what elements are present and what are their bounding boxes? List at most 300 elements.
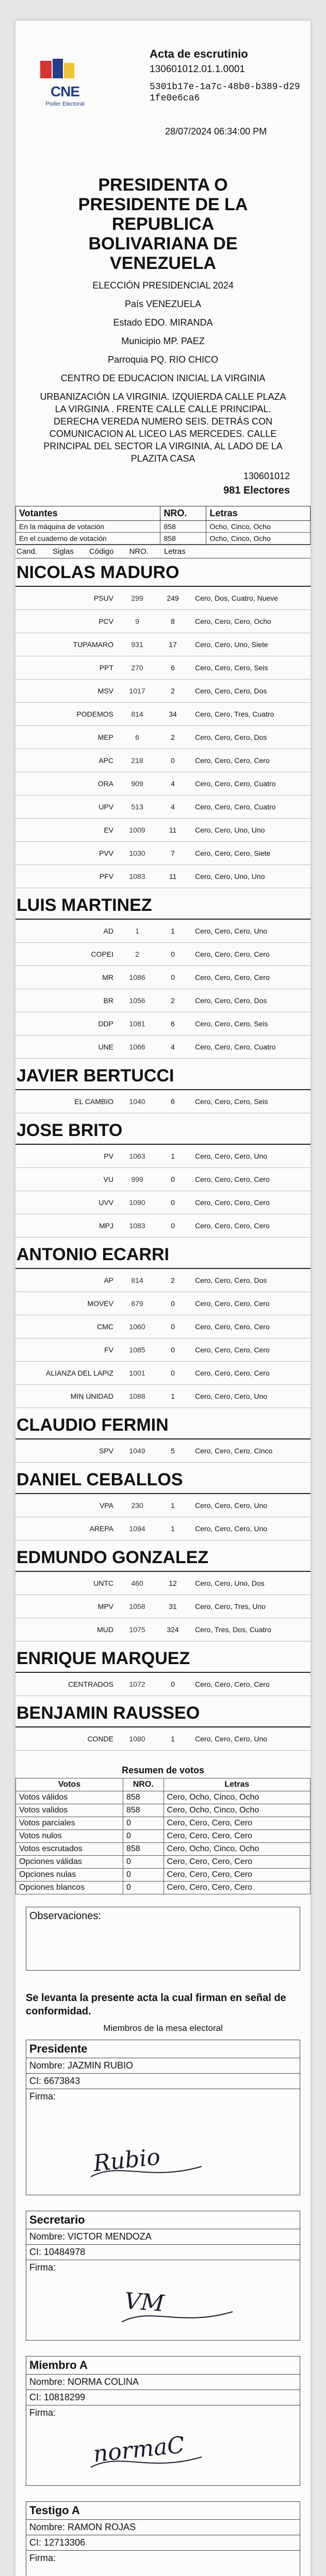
estado: Estado EDO. MIRANDA [113,317,213,328]
table-row [16,1804,311,1817]
party-votes-letras: Cero, Cero, Cero, Siete [195,849,271,857]
party-codigo: 1075 [129,1625,145,1634]
candidate-name: CLAUDIO FERMIN [15,1411,311,1439]
acta-meta [15,279,311,465]
party-votes: 0 [171,1369,175,1377]
party-codigo: 218 [131,756,143,765]
resumen-cell: Votos parciales [16,1817,123,1830]
party-siglas: MUD [97,1625,113,1634]
party-votes: 0 [171,756,175,765]
resumen-cell: Votos validos [16,1804,123,1817]
party-votes-letras: Cero, Cero, Cero, Dos [195,733,267,741]
party-codigo: 1086 [129,973,145,981]
party-row [15,1618,311,1641]
party-siglas: EL CAMBIO [74,1097,113,1106]
title-line: PRESIDENTA O [98,175,228,195]
party-siglas: CONDE [87,1735,113,1743]
party-votes-letras: Cero, Cero, Cero, Ocho [195,617,271,625]
col-header: NRO. [123,1778,164,1791]
party-votes: 0 [171,1198,175,1207]
party-codigo: 1058 [129,1602,145,1611]
handwritten-signature [88,2130,212,2187]
party-row [15,633,311,656]
party-votes: 34 [169,710,177,718]
svg-text:normaC: normaC [92,2432,186,2468]
resumen-cell: 0 [123,1830,164,1843]
party-codigo: 270 [131,664,143,672]
miembros-title: Miembros de la mesa electoral [103,2023,223,2033]
cne-logo [34,57,96,107]
resumen-cell: Cero, Cero, Cero, Cero [164,1817,310,1830]
party-row [15,842,311,865]
party-row [15,1191,311,1214]
table-row [16,1869,311,1882]
acta-main-title [15,175,311,273]
party-codigo: 909 [131,779,143,788]
resumen-cell: Opciones nulas [16,1869,123,1882]
party-row [15,1145,311,1168]
resumen-cell: Cero, Ocho, Cinco, Ocho [164,1804,310,1817]
member-signature-label: Firma: [29,2408,56,2418]
party-codigo: 9 [135,617,139,625]
party-votes-letras: Cero, Cero, Cero, Cero [195,973,270,981]
party-votes: 4 [171,779,175,788]
table-row: En la máquina de votación 858 Ocho, Cinco, Ocho [16,521,311,533]
party-siglas: MSV [97,687,113,695]
party-row [15,1595,311,1618]
party-siglas: MIN UNIDAD [70,1392,113,1400]
party-row [15,1572,311,1595]
party-votes: 31 [169,1602,177,1611]
party-votes-letras: Cero, Cero, Cero, Seis [195,1020,268,1028]
party-row [15,726,311,749]
candidatos-header: Cand. Siglas Código NRO. Letras [15,545,311,558]
party-votes-letras: Cero, Cero, Cero, Cero [195,1222,270,1230]
party-row [15,989,311,1012]
party-codigo: 2 [135,950,139,958]
party-votes: 5 [171,1447,175,1455]
member-role: Testigo A [26,2502,300,2520]
col-header: Votantes [16,506,160,521]
resumen-table [15,1778,311,1894]
table-row [16,1843,311,1856]
table-row: En el cuaderno de votación 858 Ocho, Cinco, Ocho [16,533,311,545]
party-votes: 0 [171,1346,175,1354]
party-votes-letras: Cero, Cero, Tres, Uno [195,1602,266,1611]
candidate-name: BENJAMIN RAUSSEO [15,1699,311,1727]
party-votes: 6 [171,664,175,672]
party-codigo: 1063 [129,1152,145,1160]
party-codigo: 814 [131,1276,143,1284]
resumen-cell: 0 [123,1869,164,1882]
party-codigo: 1049 [129,1447,145,1455]
party-votes-letras: Cero, Cero, Tres, Cuatro [195,710,274,718]
eleccion: ELECCIÓN PRESIDENCIAL 2024 [92,280,234,291]
party-row [15,1439,311,1463]
party-siglas: SPV [99,1447,113,1455]
resumen-cell: 858 [123,1791,164,1804]
party-votes: 11 [169,826,177,834]
party-siglas: DDP [98,1020,113,1028]
cne-sub: Poder Electoral [45,101,85,107]
party-votes: 2 [171,996,175,1005]
party-votes: 6 [171,1020,175,1028]
party-siglas: MR [102,973,113,981]
party-votes: 1 [171,927,175,935]
party-row [15,587,311,610]
party-codigo: 1088 [129,1392,145,1400]
party-votes-letras: Cero, Cero, Cero, Cero [195,1323,270,1331]
party-row [15,1362,311,1385]
title-line: BOLIVARIANA DE [88,234,238,253]
centro-codigo: 130601012 [243,471,290,481]
party-siglas: UNTC [93,1579,113,1587]
party-codigo: 679 [131,1299,143,1308]
party-siglas: TUPAMARO [73,640,113,649]
party-codigo: 1040 [129,1097,145,1106]
party-votes-letras: Cero, Cero, Cero, Cuatro [195,1043,276,1051]
acta-date: 28/07/2024 06:34:00 PM [165,126,267,137]
party-codigo: 1083 [129,1222,145,1230]
party-votes: 0 [171,973,175,981]
party-row [15,865,311,888]
party-codigo: 1090 [129,1198,145,1207]
party-codigo: 1056 [129,996,145,1005]
party-siglas: CMC [97,1323,113,1331]
observaciones-label: Observaciones: [29,1910,101,1922]
resumen-cell: Cero, Ocho, Cinco, Ocho [164,1843,310,1856]
party-votes-letras: Cero, Cero, Uno, Siete [195,640,268,649]
party-siglas: PCV [99,617,113,625]
party-row [15,1494,311,1517]
miembros-list [15,2040,311,2576]
party-codigo: 299 [131,594,143,602]
table-row [16,1830,311,1843]
resumen-cell: 0 [123,1856,164,1869]
party-votes-letras: Cero, Cero, Cero, Cero [195,1346,270,1354]
party-codigo: 1080 [129,1735,145,1743]
party-siglas: AREPA [89,1524,113,1533]
party-siglas: PPT [99,664,113,672]
acta-number: 130601012.01.1.0001 [150,64,245,75]
party-votes-letras: Cero, Cero, Cero, Uno [195,1392,268,1400]
party-siglas: VU [103,1175,113,1183]
party-votes-letras: Cero, Cero, Cero, Uno [195,927,268,935]
party-codigo: 513 [131,803,143,811]
candidate-name: EDMUNDO GONZALEZ [15,1544,311,1572]
member-ci: CI: 6673843 [26,2074,300,2089]
party-codigo: 1081 [129,1020,145,1028]
member-signature-label: Firma: [29,2091,56,2102]
svg-text:VM: VM [123,2287,165,2317]
party-votes: 1 [171,1152,175,1160]
resumen-cell: Cero, Cero, Cero, Cero [164,1830,310,1843]
centro: CENTRO DE EDUCACION INICIAL LA VIRGINIA [60,373,266,383]
member-role: Miembro A [26,2357,300,2375]
member-block [26,2040,300,2195]
party-siglas: VPA [100,1501,113,1510]
member-ci: CI: 12713306 [26,2535,300,2551]
candidate-name: JAVIER BERTUCCI [15,1062,311,1090]
party-votes: 11 [169,872,177,880]
resumen-cell: 0 [123,1817,164,1830]
party-votes-letras: Cero, Cero, Cero, Cero [195,1369,270,1377]
party-siglas: ORA [97,779,113,788]
party-votes: 0 [171,1175,175,1183]
party-row [15,610,311,633]
party-siglas: PVV [99,849,113,857]
table-row [16,1856,311,1869]
title-line: PRESIDENTE DE LA [78,195,248,214]
party-row [15,1214,311,1238]
acta-header [15,21,311,175]
handwritten-signature [119,2571,243,2576]
party-votes-letras: Cero, Tres, Dos, Cuatro [195,1625,271,1634]
party-row [15,1012,311,1036]
candidate-name: LUIS MARTINEZ [15,891,311,920]
party-siglas: MPV [97,1602,113,1611]
party-siglas: BR [103,996,113,1005]
resumen-cell: Cero, Ocho, Cinco, Ocho [164,1791,310,1804]
candidate-name: JOSE BRITO [15,1116,311,1145]
party-codigo: 814 [131,710,143,718]
party-siglas: CENTRADOS [68,1680,113,1688]
title-line: REPUBLICA [111,214,215,234]
table-row [16,1817,311,1830]
party-votes: 4 [171,803,175,811]
member-role: Presidente [26,2040,300,2058]
party-row [15,749,311,772]
party-votes-letras: Cero, Cero, Cero, Seis [195,1097,268,1106]
party-siglas: AD [103,927,113,935]
acta-hash: 5301b17e-1a7c-48b0-b389-d291fe0e6ca6 [150,82,300,104]
party-codigo: 6 [135,733,139,741]
party-siglas: PODEMOS [76,710,113,718]
table-row [16,1791,311,1804]
party-row [15,1673,311,1696]
party-votes-letras: Cero, Cero, Cero, Uno [195,1501,268,1510]
party-codigo: 1017 [129,687,145,695]
electores-count: 981 Electores [223,485,290,496]
member-block [26,2356,300,2486]
party-row [15,819,311,842]
party-votes: 0 [171,1323,175,1331]
party-row [15,1727,311,1751]
party-votes-letras: Cero, Cero, Cero, Dos [195,996,267,1005]
party-codigo: 999 [131,1175,143,1183]
cne-emblem-icon [39,57,75,81]
resumen-cell: Cero, Cero, Cero, Cero [164,1882,310,1894]
col-header: NRO. [160,506,206,521]
member-name: Nombre: VICTOR MENDOZA [26,2229,300,2245]
title-line: VENEZUELA [110,253,216,273]
member-block [26,2211,300,2341]
observaciones-box [26,1907,300,1971]
party-votes-letras: Cero, Cero, Cero, Cuatro [195,803,276,811]
party-row [15,1338,311,1362]
party-row [15,1315,311,1338]
resumen-cell: Opciones válidas [16,1856,123,1869]
party-votes-letras: Cero, Cero, Cero, Cero [195,1680,270,1688]
party-votes-letras: Cero, Cero, Cero, Cuatro [195,779,276,788]
resumen-cell: Cero, Cero, Cero, Cero [164,1869,310,1882]
party-row [15,1385,311,1408]
member-name: Nombre: JAZMIN RUBIO [26,2058,300,2074]
handwritten-signature [88,2421,212,2478]
resumen-cell: Votos válidos [16,1791,123,1804]
party-votes-letras: Cero, Cero, Cero, Dos [195,687,267,695]
party-codigo: 1085 [129,1346,145,1354]
table-row [16,1882,311,1894]
party-votes: 2 [171,733,175,741]
party-row [15,1517,311,1540]
party-siglas: EV [104,826,113,834]
member-name: Nombre: NORMA COLINA [26,2375,300,2390]
party-votes-letras: Cero, Cero, Cero, Uno [195,1524,268,1533]
party-row [15,656,311,680]
resumen-cell: Votos nulos [16,1830,123,1843]
party-codigo: 230 [131,1501,143,1510]
party-votes: 0 [171,1680,175,1688]
party-votes-letras: Cero, Dos, Cuatro, Nueve [195,594,279,602]
party-siglas: FV [104,1346,113,1354]
party-votes: 1 [171,1524,175,1533]
member-role: Secretario [26,2211,300,2229]
party-votes: 4 [171,1043,175,1051]
party-votes: 2 [171,1276,175,1284]
party-votes-letras: Cero, Cero, Cero, Dos [195,1276,267,1284]
party-votes: 1 [171,1735,175,1743]
col-header: Votos [16,1778,123,1791]
parroquia: Parroquia PQ. RIO CHICO [107,354,219,365]
svg-text:Rubio: Rubio [92,2143,162,2177]
party-votes: 0 [171,1299,175,1308]
member-signature-label: Firma: [29,2262,56,2273]
candidate-name: ENRIQUE MARQUEZ [15,1645,311,1673]
party-votes: 12 [169,1579,177,1587]
party-votes: 8 [171,617,175,625]
party-row [15,920,311,943]
party-row [15,1168,311,1191]
party-row [15,703,311,726]
member-name: Nombre: RAMON ROJAS [26,2520,300,2535]
party-siglas: MEP [97,733,113,741]
party-siglas: COPEI [91,950,113,958]
party-siglas: PFV [99,872,113,880]
party-votes: 324 [167,1625,179,1634]
party-siglas: UNE [98,1043,113,1051]
party-codigo: 1001 [129,1369,145,1377]
party-votes-letras: Cero, Cero, Cero, Seis [195,664,268,672]
party-siglas: UPV [99,803,113,811]
party-votes-letras: Cero, Cero, Cero, Cero [195,1175,270,1183]
resumen-cell: Opciones blancos [16,1882,123,1894]
party-votes: 2 [171,687,175,695]
acta-title: Acta de escrutinio [150,47,248,60]
resumen-cell: Cero, Cero, Cero, Cero [164,1856,310,1869]
party-siglas: MPJ [99,1222,113,1230]
party-votes: 17 [169,640,177,649]
party-votes-letras: Cero, Cero, Cero, Cero [195,1299,270,1308]
candidate-name: DANIEL CEBALLOS [15,1466,311,1494]
party-votes-letras: Cero, Cero, Cero, Cero [195,756,270,765]
resumen-cell: 858 [123,1804,164,1817]
party-siglas: AP [104,1276,113,1284]
party-votes: 0 [171,950,175,958]
cne-brand: CNE [50,83,80,99]
party-siglas: PSUV [93,594,113,602]
party-codigo: 1009 [129,826,145,834]
candidatos-list [15,558,311,1754]
candidate-name: NICOLAS MADURO [15,558,311,587]
col-header: Letras [206,506,311,521]
resumen-cell: 858 [123,1843,164,1856]
party-codigo: 1 [135,927,139,935]
party-codigo: 1083 [129,872,145,880]
party-codigo: 1060 [129,1323,145,1331]
party-siglas: PV [104,1152,113,1160]
party-siglas: UVV [99,1198,113,1207]
party-votes-letras: Cero, Cero, Cero, Uno [195,1735,268,1743]
resumen-cell: 0 [123,1882,164,1894]
party-votes-letras: Cero, Cero, Cero, Cero [195,1198,270,1207]
party-votes: 1 [171,1501,175,1510]
party-row [15,795,311,819]
party-votes: 7 [171,849,175,857]
party-votes-letras: Cero, Cero, Uno, Uno [195,872,265,880]
party-codigo: 1072 [129,1680,145,1688]
party-votes-letras: Cero, Cero, Uno, Uno [195,826,265,834]
party-votes: 6 [171,1097,175,1106]
party-siglas: MOVEV [87,1299,113,1308]
party-codigo: 1030 [129,849,145,857]
acta-document [15,21,311,2576]
party-row [15,1036,311,1059]
handwritten-signature [119,2276,243,2332]
pais: País VENEZUELA [124,299,202,309]
votantes-table [15,506,311,545]
member-block [26,2501,300,2576]
party-row [15,966,311,989]
candidate-name: ANTONIO ECARRI [15,1241,311,1269]
resumen-cell: Votos escrutados [16,1843,123,1856]
party-votes-letras: Cero, Cero, Cero, Cero [195,950,270,958]
party-row [15,680,311,703]
party-row [15,1292,311,1315]
member-ci: CI: 10484978 [26,2245,300,2260]
municipio: Municipio MP. PAEZ [121,336,205,346]
party-row [15,772,311,795]
party-codigo: 460 [131,1579,143,1587]
party-votes-letras: Cero, Cero, Uno, Dos [195,1579,265,1587]
member-ci: CI: 10818299 [26,2390,300,2405]
party-codigo: 931 [131,640,143,649]
party-votes: 1 [171,1392,175,1400]
party-codigo: 1094 [129,1524,145,1533]
party-codigo: 1066 [129,1043,145,1051]
member-signature-label: Firma: [29,2553,56,2563]
col-header: Letras [164,1778,310,1791]
conformidad-text: Se levanta la presente acta la cual firman en señal de conformidad. [26,1992,286,2017]
party-votes: 249 [167,594,179,602]
party-row [15,943,311,966]
party-votes-letras: Cero, Cero, Cero, Uno [195,1152,268,1160]
party-siglas: APC [99,756,113,765]
direccion: URBANIZACIÓN LA VIRGINIA. IZQUIERDA CALLE PLAZA LA VIRGINIA . FRENTE CALLE CALLE PRINCIPAL. DERECHA VEREDA NUMERO SEIS. DETRÁS CON COMUNICACION AL LICEO LAS MERCEDES. CALLE PRINCIPAL DEL SECTOR LA VIRGINIA, AL LADO DE LA PLAZITA CASA [40,392,286,464]
party-row [15,1269,311,1292]
party-siglas: ALIANZA DEL LAPIZ [46,1369,113,1377]
party-votes: 0 [171,1222,175,1230]
